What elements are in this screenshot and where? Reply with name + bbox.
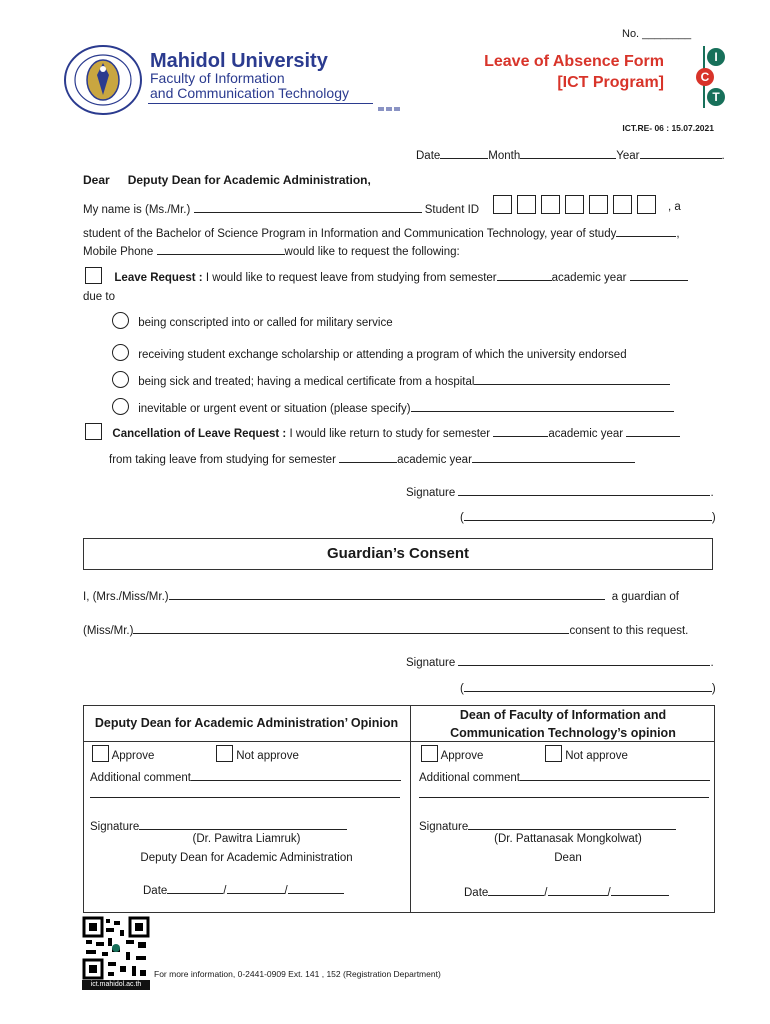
dean-date-year[interactable]: [611, 884, 669, 896]
dean-person-name: (Dr. Pattanasak Mongkolwat): [494, 833, 642, 845]
dean-signature-row: Signature: [419, 818, 676, 833]
dean-position: Dean: [554, 852, 582, 864]
student-printed-name: ( ): [460, 509, 716, 524]
dean-opinion-title-line2: Communication Technology’s opinion: [450, 726, 676, 740]
deputy-comment-row: Additional comment: [90, 769, 401, 784]
leave-academic-year-field[interactable]: [630, 269, 688, 281]
guardian-line2: (Miss/Mr.) consent to this request.: [83, 622, 688, 637]
header-divider: [148, 103, 373, 104]
form-subtitle: [ICT Program]: [557, 74, 664, 91]
hospital-field[interactable]: [474, 373, 670, 385]
deputy-signature-row: Signature: [90, 818, 347, 833]
guardian-title: Guardian’s Consent: [327, 545, 469, 562]
reason-military: being conscripted into or called for military service: [112, 312, 393, 329]
dean-comment-line2[interactable]: [419, 786, 709, 798]
form-code: ICT.RE- 06 : 15.07.2021: [622, 123, 714, 133]
qr-caption: ict.mahidol.ac.th: [82, 980, 150, 990]
reason-exchange: receiving student exchange scholarship or attending a program of which the university endorsed: [112, 344, 627, 361]
deputy-position: Deputy Dean for Academic Administration: [140, 852, 353, 864]
deputy-comment-line2[interactable]: [90, 786, 400, 798]
dean-approve-checkbox[interactable]: [421, 745, 438, 762]
student-signature-row: Signature .: [406, 484, 714, 499]
return-semester-field[interactable]: [493, 425, 548, 437]
reason-military-radio[interactable]: [112, 312, 129, 329]
cancellation-row: Cancellation of Leave Request : I would like return to study for semester academic year: [85, 423, 680, 440]
date-line: Date Month Year .: [416, 147, 725, 162]
cancellation-from-row: from taking leave from studying for semester academic year: [109, 451, 635, 466]
guardian-printed-name-field[interactable]: [464, 680, 712, 692]
leave-request-checkbox[interactable]: [85, 267, 102, 284]
from-semester-field[interactable]: [339, 451, 397, 463]
deputy-approve-checkbox[interactable]: [92, 745, 109, 762]
reason-sick-radio[interactable]: [112, 371, 129, 388]
header-divider-dots: [378, 102, 400, 114]
student-signature-field[interactable]: [458, 484, 710, 496]
reason-sick: being sick and treated; having a medical certificate from a hospital: [112, 371, 670, 388]
guardian-printed-name: ( ): [460, 680, 716, 695]
form-number: No. ________: [622, 28, 692, 40]
dean-approve-option: Approve: [421, 745, 483, 762]
deputy-date-year[interactable]: [288, 882, 344, 894]
return-academic-year-field[interactable]: [626, 425, 680, 437]
deputy-date-row: Date / /: [143, 882, 344, 897]
guardian-name-field[interactable]: [169, 588, 605, 600]
guardian-signature-field[interactable]: [458, 654, 710, 666]
opinions-header-line: [83, 741, 715, 742]
dean-signature-field[interactable]: [468, 818, 676, 830]
mobile-row: Mobile Phone would like to request the following:: [83, 243, 460, 258]
qr-code-icon[interactable]: [82, 916, 150, 980]
deputy-date-month[interactable]: [227, 882, 285, 894]
urgent-specify-field[interactable]: [411, 400, 674, 412]
leave-semester-field[interactable]: [497, 269, 552, 281]
deputy-date-day[interactable]: [167, 882, 223, 894]
student-id-end: , a: [668, 201, 681, 213]
from-academic-year-field[interactable]: [472, 451, 635, 463]
dean-date-day[interactable]: [488, 884, 544, 896]
guardian-signature-row: Signature .: [406, 654, 714, 669]
student-id-boxes[interactable]: [493, 195, 661, 214]
due-to-label: due to: [83, 291, 115, 303]
mobile-phone-field[interactable]: [157, 243, 285, 255]
faculty-name-line1: Faculty of Information: [150, 70, 285, 86]
date-month-field[interactable]: [520, 147, 616, 159]
student-name-field[interactable]: [194, 201, 422, 213]
dean-date-month[interactable]: [548, 884, 608, 896]
dean-not-approve-checkbox[interactable]: [545, 745, 562, 762]
deputy-dean-opinion-title: Deputy Dean for Academic Administration’ Opinion: [94, 716, 399, 730]
deputy-not-approve-checkbox[interactable]: [216, 745, 233, 762]
form-title: Leave of Absence Form: [484, 53, 664, 70]
deputy-comment-field[interactable]: [191, 769, 401, 781]
deputy-signature-field[interactable]: [139, 818, 347, 830]
year-of-study-field[interactable]: [616, 225, 676, 237]
guardian-title-box: [83, 538, 713, 570]
university-name: Mahidol University: [150, 50, 328, 72]
dean-comment-row: Additional comment: [419, 769, 710, 784]
ict-logo: I C T: [694, 46, 730, 108]
reason-exchange-radio[interactable]: [112, 344, 129, 361]
dean-comment-field[interactable]: [520, 769, 710, 781]
guardian-line1: I, (Mrs./Miss/Mr.) a guardian of: [83, 588, 679, 603]
deputy-not-approve-option: Not approve: [216, 745, 299, 762]
salutation: Dear Deputy Dean for Academic Administration,: [83, 173, 371, 187]
deputy-approve-option: Approve: [92, 745, 154, 762]
dean-opinion-title-line1: Dean of Faculty of Information and: [459, 708, 667, 722]
faculty-name-line2: and Communication Technology: [150, 85, 349, 101]
deputy-person-name: (Dr. Pawitra Liamruk): [192, 833, 301, 845]
cancellation-checkbox[interactable]: [85, 423, 102, 440]
date-year-field[interactable]: [640, 147, 722, 159]
student-name-row: My name is (Ms./Mr.) Student ID: [83, 201, 479, 216]
ward-name-field[interactable]: [133, 622, 569, 634]
leave-request-row: Leave Request : I would like to request leave from studying from semester academic year: [85, 267, 688, 284]
footer-info: For more information, 0-2441-0909 Ext. 141 , 152 (Registration Department): [154, 969, 441, 979]
mahidol-seal-logo: [62, 43, 144, 117]
student-printed-name-field[interactable]: [464, 509, 712, 521]
dean-not-approve-option: Not approve: [545, 745, 628, 762]
date-day-field[interactable]: [440, 147, 488, 159]
dean-date-row: Date / /: [464, 884, 669, 899]
program-row: student of the Bachelor of Science Program in Information and Communication Technology, year of study ,: [83, 225, 680, 240]
reason-urgent: inevitable or urgent event or situation (please specify): [112, 398, 674, 415]
reason-urgent-radio[interactable]: [112, 398, 129, 415]
